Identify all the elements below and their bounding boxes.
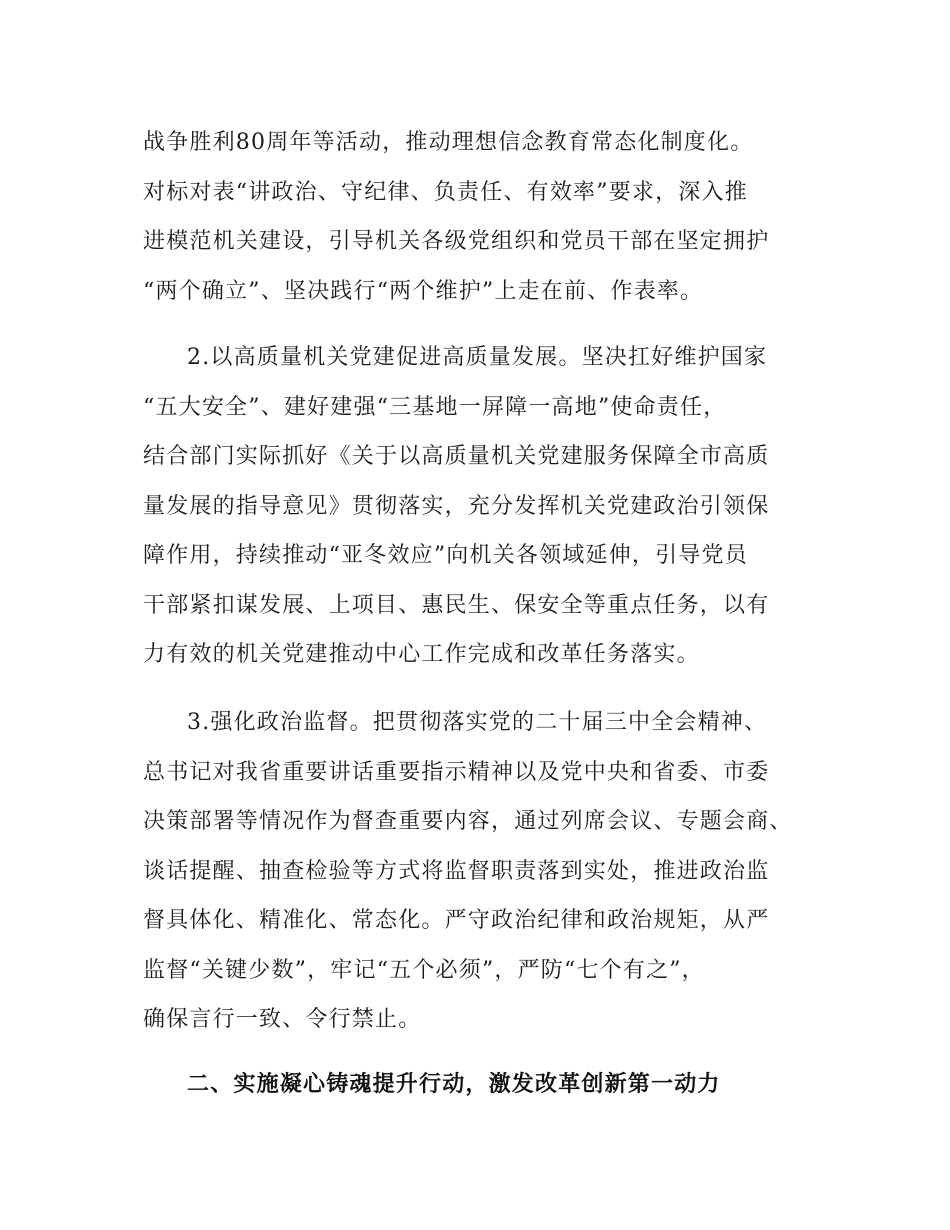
paragraph-3-line-3: 决策部署等情况作为督查重要内容，通过列席会议、专题会商、	[143, 809, 793, 834]
section-heading: 二、实施凝心铸魂提升行动，激发改革创新第一动力	[187, 1072, 721, 1097]
paragraph-3-line-5: 督具体化、精准化、常态化。严守政治纪律和政治规矩，从严	[143, 908, 770, 933]
paragraph-2-line-2: “五大安全”、建好建强“三基地一屏障一高地”使命责任，	[143, 394, 727, 420]
paragraph-3	[143, 698, 843, 1045]
paragraph-2	[143, 333, 843, 680]
paragraph-2-line-6: 干部紧扣谋发展、上项目、惠民生、保安全等重点任务，以有	[143, 592, 770, 618]
paragraph-2-line-5: 障作用，持续推动“亚冬效应”向机关各领域延伸，引导党员	[143, 543, 748, 568]
paragraph-2-line-4: 量发展的指导意见》贯彻落实，充分发挥机关党建政治引领保	[143, 493, 770, 519]
paragraph-1-line-3: 进模范机关建设，引导机关各级党组织和党员干部在坚定拥护	[143, 229, 770, 254]
paragraph-3-line-1: 3.强化政治监督。把贯彻落实党的二十届三中全会精神、	[187, 710, 768, 735]
paragraph-3-line-2: 总书记对我省重要讲话重要指示精神以及党中央和省委、市委	[143, 759, 770, 785]
paragraph-3-line-6: 监督“关键少数”，牢记“五个必须”，严防“七个有之”，	[143, 957, 705, 983]
paragraph-2-line-1: 2.以高质量机关党建促进高质量发展。坚决扛好维护国家	[187, 345, 768, 370]
paragraph-1-line-2: 对标对表“讲政治、守纪律、负责任、有效率”要求，深入推	[143, 179, 748, 205]
paragraph-2-line-3: 结合部门实际抓好《关于以高质量机关党建服务保障全市高质	[143, 444, 770, 469]
paragraph-1-line-4: “两个确立”、坚决践行“两个维护”上走在前、作表率。	[143, 278, 704, 304]
paragraph-3-line-7: 确保言行一致、令行禁止。	[143, 1007, 422, 1032]
paragraph-3-line-4: 谈话提醒、抽查检验等方式将监督职责落到实处，推进政治监	[143, 858, 770, 884]
paragraph-1-line-1: 战争胜利80周年等活动，推动理想信念教育常态化制度化。	[143, 130, 754, 155]
paragraph-1	[143, 118, 843, 316]
paragraph-2-line-7: 力有效的机关党建推动中心工作完成和改革任务落实。	[143, 642, 700, 667]
